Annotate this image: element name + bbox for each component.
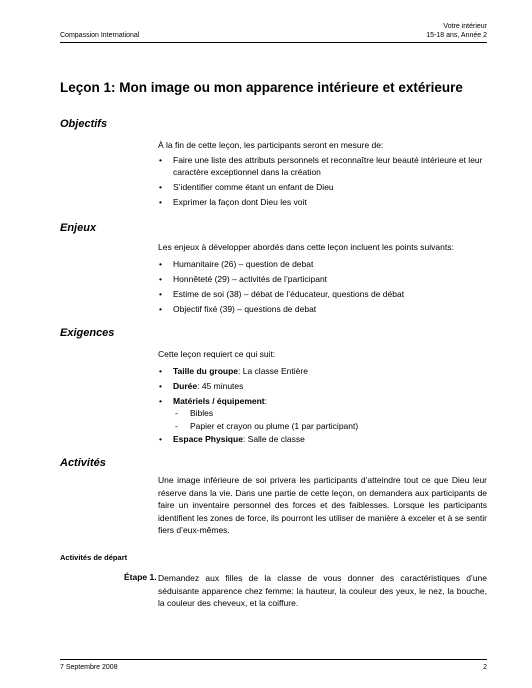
- bullet-icon: •: [159, 182, 162, 192]
- enjeux-body: [158, 241, 487, 318]
- group-size-value: : La classe Entière: [238, 365, 308, 376]
- bullet-icon: •: [159, 395, 162, 406]
- duration-value: : 45 minutes: [197, 380, 244, 391]
- enjeux-intro: Les enjeux à développer abordés dans cette leçon incluent les points suivants:: [158, 242, 454, 252]
- bullet-icon: •: [159, 303, 162, 314]
- list-item: - Bibles: [175, 408, 214, 418]
- bullet-icon: •: [159, 365, 162, 376]
- activites-depart-heading: Activités de départ: [60, 553, 128, 562]
- dash-icon: -: [175, 420, 178, 431]
- lesson-title: Leçon 1: Mon image ou mon apparence intérieure et extérieure: [60, 80, 463, 95]
- bullet-icon: •: [159, 288, 162, 299]
- materials-list: [173, 407, 487, 432]
- exigences-body: [158, 348, 487, 448]
- list-item: • Exprimer la façon dont Dieu les voit: [159, 197, 307, 207]
- section-heading-exigences: Exigences: [60, 327, 115, 339]
- header-organization: Compassion International: [60, 32, 140, 39]
- footer-rule: [60, 659, 487, 660]
- bullet-icon: •: [159, 380, 162, 391]
- section-heading-enjeux: Enjeux: [60, 222, 97, 234]
- bullet-icon: •: [159, 273, 162, 284]
- exigences-intro: Cette leçon requiert ce qui suit:: [158, 349, 276, 359]
- bullet-icon: •: [159, 197, 162, 207]
- objectifs-intro: À la fin de cette leçon, les participants seront en mesure de:: [158, 140, 384, 150]
- header-course-title: Votre intérieur: [443, 23, 487, 30]
- header-course-level: 15-18 ans, Année 2: [426, 32, 487, 39]
- list-item: • S’identifier comme étant un enfant de Dieu: [159, 182, 334, 192]
- header-course-info: [426, 22, 487, 40]
- space-value: : Salle de classe: [242, 434, 305, 444]
- list-item: • Objectif fixé (39) – questions de debat: [159, 303, 317, 314]
- bullet-icon: •: [159, 434, 162, 444]
- step-text: Demandez aux filles de la classe de vous donner des caractéristiques d’une séduisante apparence chez femme: la hauteur, la couleur des yeux, le nez, la bouche, la couleur des cheveux, et la coiffure.: [158, 573, 487, 608]
- objectifs-list: [158, 154, 487, 209]
- group-size-label: Taille du groupe: [173, 365, 239, 376]
- objectifs-body: [158, 139, 487, 211]
- list-item: • Honnêteté (29) – activités de l’participant: [159, 273, 328, 284]
- bullet-icon: •: [159, 258, 162, 269]
- list-item: [158, 433, 487, 446]
- bullet-icon: •: [159, 154, 162, 165]
- duration-label: Durée: [173, 380, 198, 391]
- section-heading-objectifs: Objectifs: [60, 118, 108, 130]
- dash-icon: -: [175, 408, 178, 418]
- space-label: Espace Physique: [173, 434, 243, 444]
- exigences-list: [158, 365, 487, 446]
- list-item: [158, 380, 487, 393]
- enjeux-list: [158, 258, 487, 316]
- list-item: - Papier et crayon ou plume (1 par participant): [175, 420, 359, 431]
- list-item: • Humanitaire (26) – question de debat: [159, 258, 314, 269]
- footer-date: 7 Septembre 2008: [60, 664, 118, 671]
- header-rule: [60, 42, 487, 43]
- list-item: • Faire une liste des attributs personnels et reconnaître leur beauté intérieure et leur caractère exceptionnel dans la création: [159, 154, 483, 177]
- activites-paragraph: Une image inférieure de soi privera les participants d’atteindre tout ce que Dieu leur réserve dans la vie. Dans une partie de cette leçon, on demandera aux participants de faire un inventaire personnel des forces et des faiblesses. Lorsque les participants identifient les zones de force, ils pourront les utiliser de manière à exceler et à se sentir fiers d’eux-mêmes.: [158, 475, 487, 535]
- page-number: 2: [483, 664, 487, 671]
- list-item: • Matériels / équipement: - Bibles - Papier et crayon ou plume (1 par participant): [158, 395, 487, 433]
- step-label: Étape 1.: [124, 572, 157, 582]
- list-item: [158, 365, 487, 378]
- section-heading-activites: Activités: [60, 457, 106, 469]
- materials-label: Matériels / équipement: [173, 395, 265, 406]
- list-item: • Estime de soi (38) – débat de l’éducateur, questions de débat: [159, 288, 405, 299]
